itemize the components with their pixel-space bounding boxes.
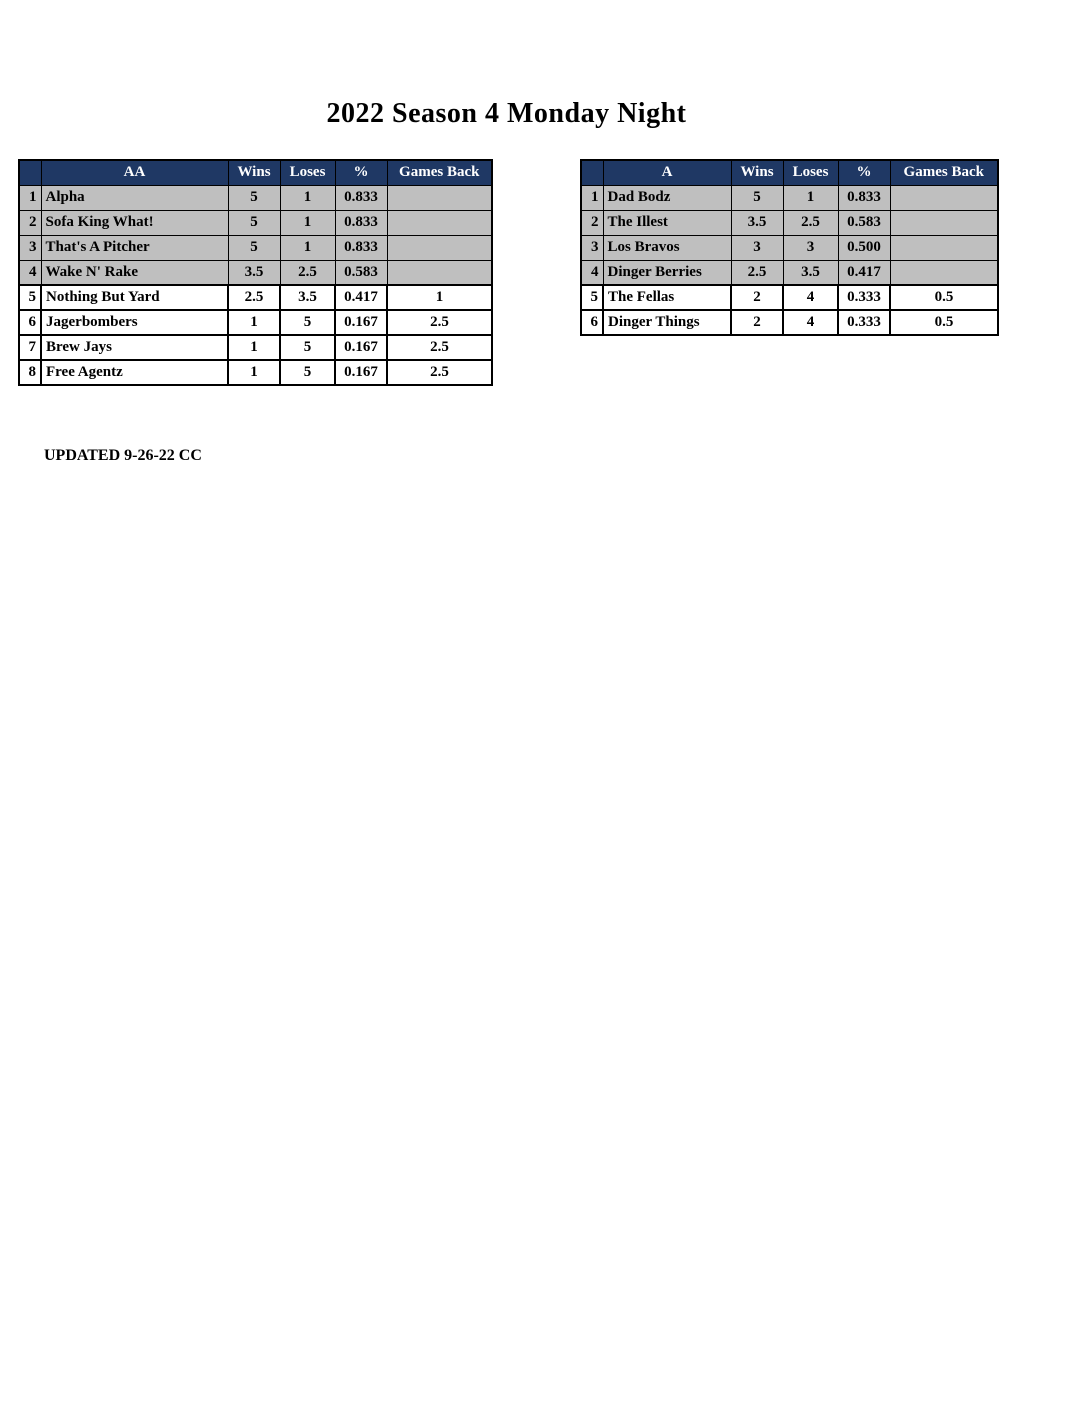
- cell-team: Los Bravos: [603, 235, 731, 260]
- standings-row: [581, 235, 998, 260]
- table-header-row: [19, 160, 492, 185]
- cell-loses: 1: [280, 185, 335, 210]
- cell-pct: 0.583: [335, 260, 387, 285]
- cell-team: Wake N' Rake: [41, 260, 228, 285]
- cell-loses: 5: [280, 310, 335, 335]
- standings-row: [19, 185, 492, 210]
- updated-note: UPDATED 9-26-22 CC: [44, 447, 202, 464]
- cell-loses: 5: [280, 335, 335, 360]
- cell-loses: 1: [280, 235, 335, 260]
- cell-rank: 1: [19, 185, 41, 210]
- column-header-wins: Wins: [731, 160, 783, 185]
- standings-row: [581, 310, 998, 335]
- standings-row: [19, 285, 492, 310]
- cell-loses: 2.5: [783, 210, 838, 235]
- cell-loses: 1: [783, 185, 838, 210]
- standings-table-a: [580, 159, 999, 336]
- column-header-rank: [19, 160, 41, 185]
- cell-wins: 5: [731, 185, 783, 210]
- cell-pct: 0.500: [838, 235, 890, 260]
- cell-pct: 0.167: [335, 335, 387, 360]
- cell-wins: 3: [731, 235, 783, 260]
- cell-gb: [387, 260, 492, 285]
- cell-rank: 5: [19, 285, 41, 310]
- column-header-rank: [581, 160, 603, 185]
- cell-gb: 0.5: [890, 310, 998, 335]
- cell-gb: [890, 210, 998, 235]
- standings-row: [19, 310, 492, 335]
- cell-rank: 8: [19, 360, 41, 385]
- cell-rank: 2: [19, 210, 41, 235]
- cell-team: That's A Pitcher: [41, 235, 228, 260]
- cell-pct: 0.167: [335, 360, 387, 385]
- cell-gb: [387, 185, 492, 210]
- cell-wins: 5: [228, 210, 280, 235]
- cell-gb: 2.5: [387, 335, 492, 360]
- cell-loses: 4: [783, 285, 838, 310]
- cell-team: Dad Bodz: [603, 185, 731, 210]
- standings-row: [19, 260, 492, 285]
- cell-loses: 3: [783, 235, 838, 260]
- cell-wins: 1: [228, 360, 280, 385]
- cell-team: Nothing But Yard: [41, 285, 228, 310]
- cell-loses: 5: [280, 360, 335, 385]
- cell-wins: 5: [228, 235, 280, 260]
- standings-table-aa: [18, 159, 493, 386]
- column-header-wins: Wins: [228, 160, 280, 185]
- cell-gb: [387, 210, 492, 235]
- cell-gb: [890, 235, 998, 260]
- cell-rank: 3: [581, 235, 603, 260]
- cell-team: Sofa King What!: [41, 210, 228, 235]
- cell-gb: [890, 185, 998, 210]
- cell-wins: 3.5: [228, 260, 280, 285]
- page-title: 2022 Season 4 Monday Night: [326, 98, 687, 129]
- table-header-row: [581, 160, 998, 185]
- column-header-pct: %: [335, 160, 387, 185]
- column-header-loses: Loses: [280, 160, 335, 185]
- column-header-pct: %: [838, 160, 890, 185]
- cell-wins: 1: [228, 335, 280, 360]
- cell-loses: 3.5: [280, 285, 335, 310]
- cell-rank: 7: [19, 335, 41, 360]
- cell-gb: 1: [387, 285, 492, 310]
- cell-loses: 1: [280, 210, 335, 235]
- cell-pct: 0.833: [335, 235, 387, 260]
- cell-rank: 2: [581, 210, 603, 235]
- cell-pct: 0.417: [335, 285, 387, 310]
- cell-gb: 2.5: [387, 310, 492, 335]
- cell-rank: 4: [581, 260, 603, 285]
- cell-team: The Illest: [603, 210, 731, 235]
- cell-rank: 6: [581, 310, 603, 335]
- column-header-loses: Loses: [783, 160, 838, 185]
- standings-row: [581, 210, 998, 235]
- cell-loses: 2.5: [280, 260, 335, 285]
- cell-team: Dinger Berries: [603, 260, 731, 285]
- standings-row: [19, 235, 492, 260]
- cell-loses: 4: [783, 310, 838, 335]
- column-header-team: AA: [41, 160, 228, 185]
- cell-pct: 0.833: [335, 210, 387, 235]
- standings-row: [581, 260, 998, 285]
- cell-wins: 2.5: [228, 285, 280, 310]
- standings-row: [19, 360, 492, 385]
- cell-team: Free Agentz: [41, 360, 228, 385]
- cell-pct: 0.333: [838, 285, 890, 310]
- cell-gb: [387, 235, 492, 260]
- cell-wins: 2: [731, 310, 783, 335]
- cell-rank: 6: [19, 310, 41, 335]
- cell-team: The Fellas: [603, 285, 731, 310]
- cell-pct: 0.583: [838, 210, 890, 235]
- standings-row: [581, 185, 998, 210]
- standings-row: [581, 285, 998, 310]
- cell-wins: 3.5: [731, 210, 783, 235]
- cell-pct: 0.833: [838, 185, 890, 210]
- standings-row: [19, 335, 492, 360]
- column-header-gb: Games Back: [890, 160, 998, 185]
- cell-wins: 2.5: [731, 260, 783, 285]
- cell-gb: [890, 260, 998, 285]
- cell-loses: 3.5: [783, 260, 838, 285]
- cell-team: Jagerbombers: [41, 310, 228, 335]
- column-header-gb: Games Back: [387, 160, 492, 185]
- cell-pct: 0.333: [838, 310, 890, 335]
- cell-pct: 0.167: [335, 310, 387, 335]
- cell-gb: 0.5: [890, 285, 998, 310]
- cell-rank: 1: [581, 185, 603, 210]
- cell-gb: 2.5: [387, 360, 492, 385]
- standings-row: [19, 210, 492, 235]
- cell-rank: 5: [581, 285, 603, 310]
- cell-team: Dinger Things: [603, 310, 731, 335]
- cell-team: Alpha: [41, 185, 228, 210]
- cell-rank: 3: [19, 235, 41, 260]
- cell-pct: 0.417: [838, 260, 890, 285]
- cell-rank: 4: [19, 260, 41, 285]
- cell-pct: 0.833: [335, 185, 387, 210]
- cell-wins: 5: [228, 185, 280, 210]
- cell-wins: 1: [228, 310, 280, 335]
- cell-team: Brew Jays: [41, 335, 228, 360]
- column-header-team: A: [603, 160, 731, 185]
- cell-wins: 2: [731, 285, 783, 310]
